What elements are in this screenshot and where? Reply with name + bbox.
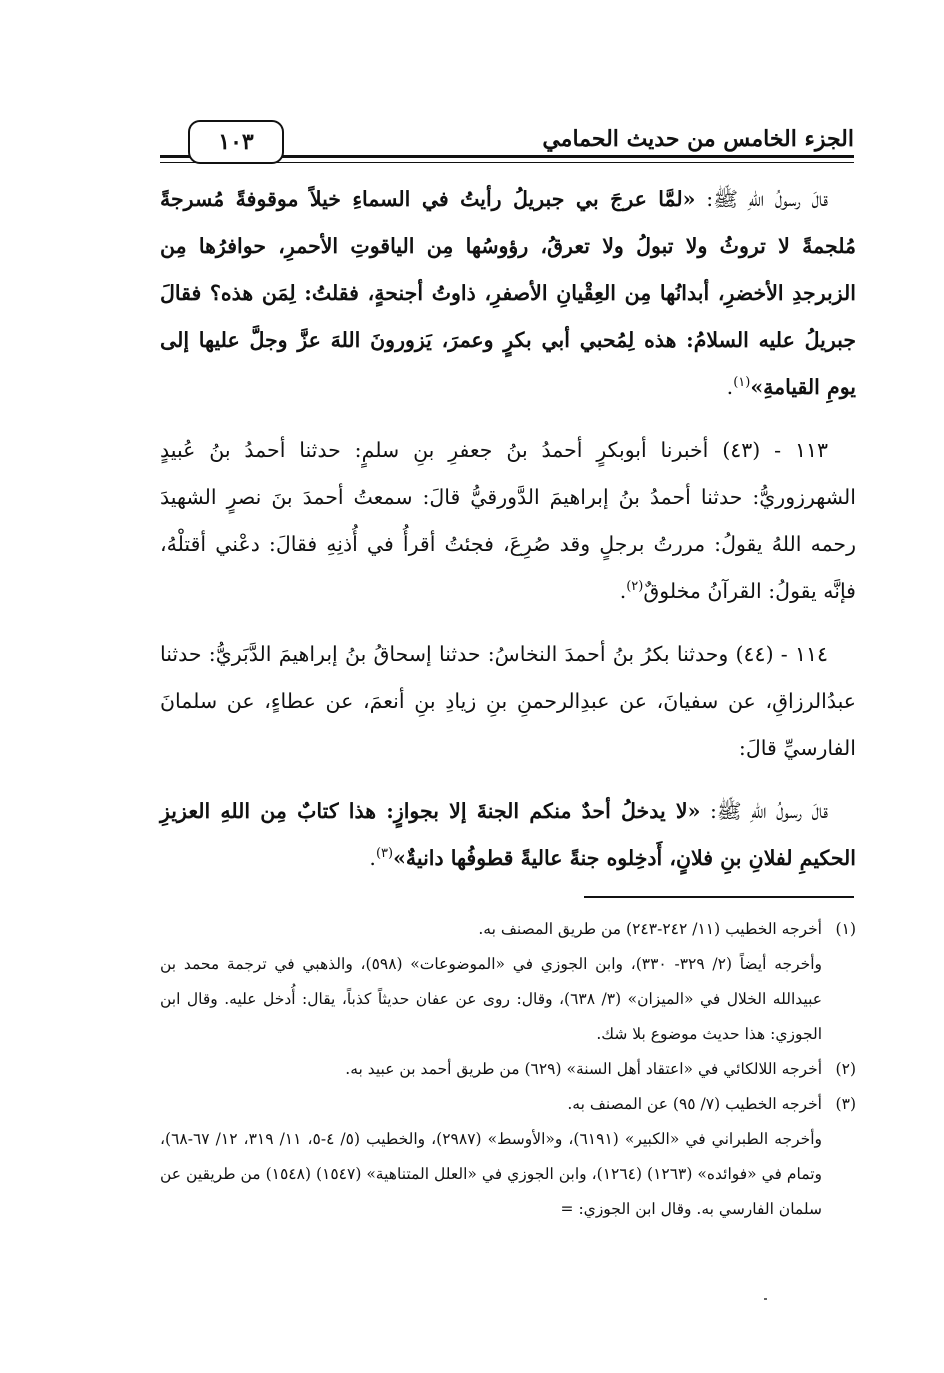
paragraph-text: ١١٣ - (٤٣) أخبرنا أبوبكرٍ أحمدُ بنُ جعفرِ بنِ سلمٍ: حدثنا أحمدُ بنُ عُبيدٍ الشهرزوريُّ: حدثنا أحمدُ بنُ إبراهيمَ الدَّورقيُّ قالَ: سمعتُ أحمدَ بنَ نصرٍ الشهيدَ رحمه اللهُ يقولُ: مررتُ برجلٍ وقد صُرِعَ، فجئتُ أقرأُ في أُذنِهِ فقالَ: دعْني أقتلْهُ، فإنَّه يقولُ: القرآنُ مخلوقٌ (160, 438, 856, 603)
main-text (160, 176, 856, 898)
paragraph-hadith-113 (160, 427, 856, 615)
footnote-2 (160, 1052, 856, 1087)
footnote-ref-1: (١) (733, 375, 751, 391)
footnote-number: (٣) (835, 1095, 856, 1113)
paragraph-intro: قالَ رسولُ اللهِ ﷺ: (695, 187, 828, 211)
scan-speck (764, 1298, 767, 1300)
hadith-quote: «لمَّا عرجَ بي جبريلُ رأيتُ في السماءِ خيلاً موقوفةً مُسرجةً مُلجمةً لا تروثُ ولا تبولُ ولا تعرقُ، رؤوسُها مِن الياقوتِ الأحمرِ، حوافرُها مِن الزبرجدِ الأخضرِ، أبدانُها مِن العِقْيانِ الأصفرِ، ذاوتُ أجنحةٍ، فقلتُ: لِمَن هذه؟ فقالَ جبريلُ عليه السلامُ: هذه لِمُحبي أبي بكرٍ وعمرَ، يَزورونَ اللهَ عزَّ وجلَّ عليها إلى يومِ القيامةِ» (160, 187, 856, 399)
end-dot: . (619, 579, 627, 603)
footnotes (160, 912, 856, 1227)
end-dot: . (369, 846, 376, 870)
footnote-ref-2: (٢) (626, 579, 644, 595)
footnote-text: أخرجه الخطيب (١١/ ٢٤٢-٢٤٣) من طريق المصنف به. (478, 920, 822, 938)
footnote-1 (160, 912, 856, 947)
footnote-number: (١) (835, 920, 856, 938)
footnote-3 (160, 1087, 856, 1122)
paragraph-hadith-114-matn (160, 788, 856, 882)
footnote-number: (٢) (835, 1060, 856, 1078)
running-header (160, 120, 854, 164)
footnote-text: أخرجه اللالكائي في «اعتقاد أهل السنة» (٦٢٩) من طريق أحمد بن عبيد به. (345, 1060, 822, 1078)
footnote-1-continued: وأخرجه أيضاً (٢/ ٣٢٩- ٣٣٠)، وابن الجوزي في «الموضوعات» (٥٩٨)، والذهبي في ترجمة محمد بن عبيدالله الخلال في «الميزان» (٣/ ٦٣٨)، وقال: روى عن عفان حديثاً كذباً، يقال: أُدخل عليه. وقال ابن الجوزي: هذا حديث موضوع بلا شك. (160, 955, 823, 1043)
header-title: الجزء الخامس من حديث الحمامي (542, 126, 854, 152)
page-number: ١٠٣ (188, 120, 284, 164)
footnote-3-continued: وأخرجه الطبراني في «الكبير» (٦١٩١)، و«الأوسط» (٢٩٨٧)، والخطيب (٥/ ٤-٥، ١١/ ٣١٩، ١٢/ ٦٧-٦٨)، وتمام في «فوائده» (١٢٦٣) (١٢٦٤)، وابن الجوزي في «العلل المتناهية» (١٥٤٧) (١٥٤٨) من طريقين عن سلمان الفارسي به. وقال ابن الجوزي: = (160, 1130, 823, 1218)
paragraph-text: ١١٤ - (٤٤) وحدثنا بكرُ بنُ أحمدَ النخاسُ: حدثنا إسحاقُ بنُ إبراهيمَ الدَّبَريُّ: حدثنا عبدُالرزاقِ، عن سفيانَ، عن عبدِالرحمنِ بنِ زيادِ بنِ أنعمَ، عن عطاءٍ، عن سلمانَ الفارسيِّ قالَ: (160, 642, 856, 760)
hadith-quote: «لا يدخلُ أحدٌ منكم الجنةَ إلا بجوازٍ: هذا كتابٌ مِن اللهِ العزيزِ الحكيمِ لفلانِ بنِ فلانٍ، أَدخِلوه جنةً عاليةً قطوفُها دانيةٌ» (160, 799, 856, 870)
paragraph-intro: قالَ رسولُ اللهِ ﷺ: (700, 799, 828, 823)
footnote-ref-3: (٣) (375, 846, 394, 862)
end-dot: . (726, 375, 734, 399)
footnote-text: أخرجه الخطيب (٧/ ٩٥) عن المصنف به. (567, 1095, 822, 1113)
paragraph-hadith-1 (160, 176, 856, 411)
paragraph-hadith-114 (160, 631, 856, 772)
footnote-separator (584, 896, 854, 898)
